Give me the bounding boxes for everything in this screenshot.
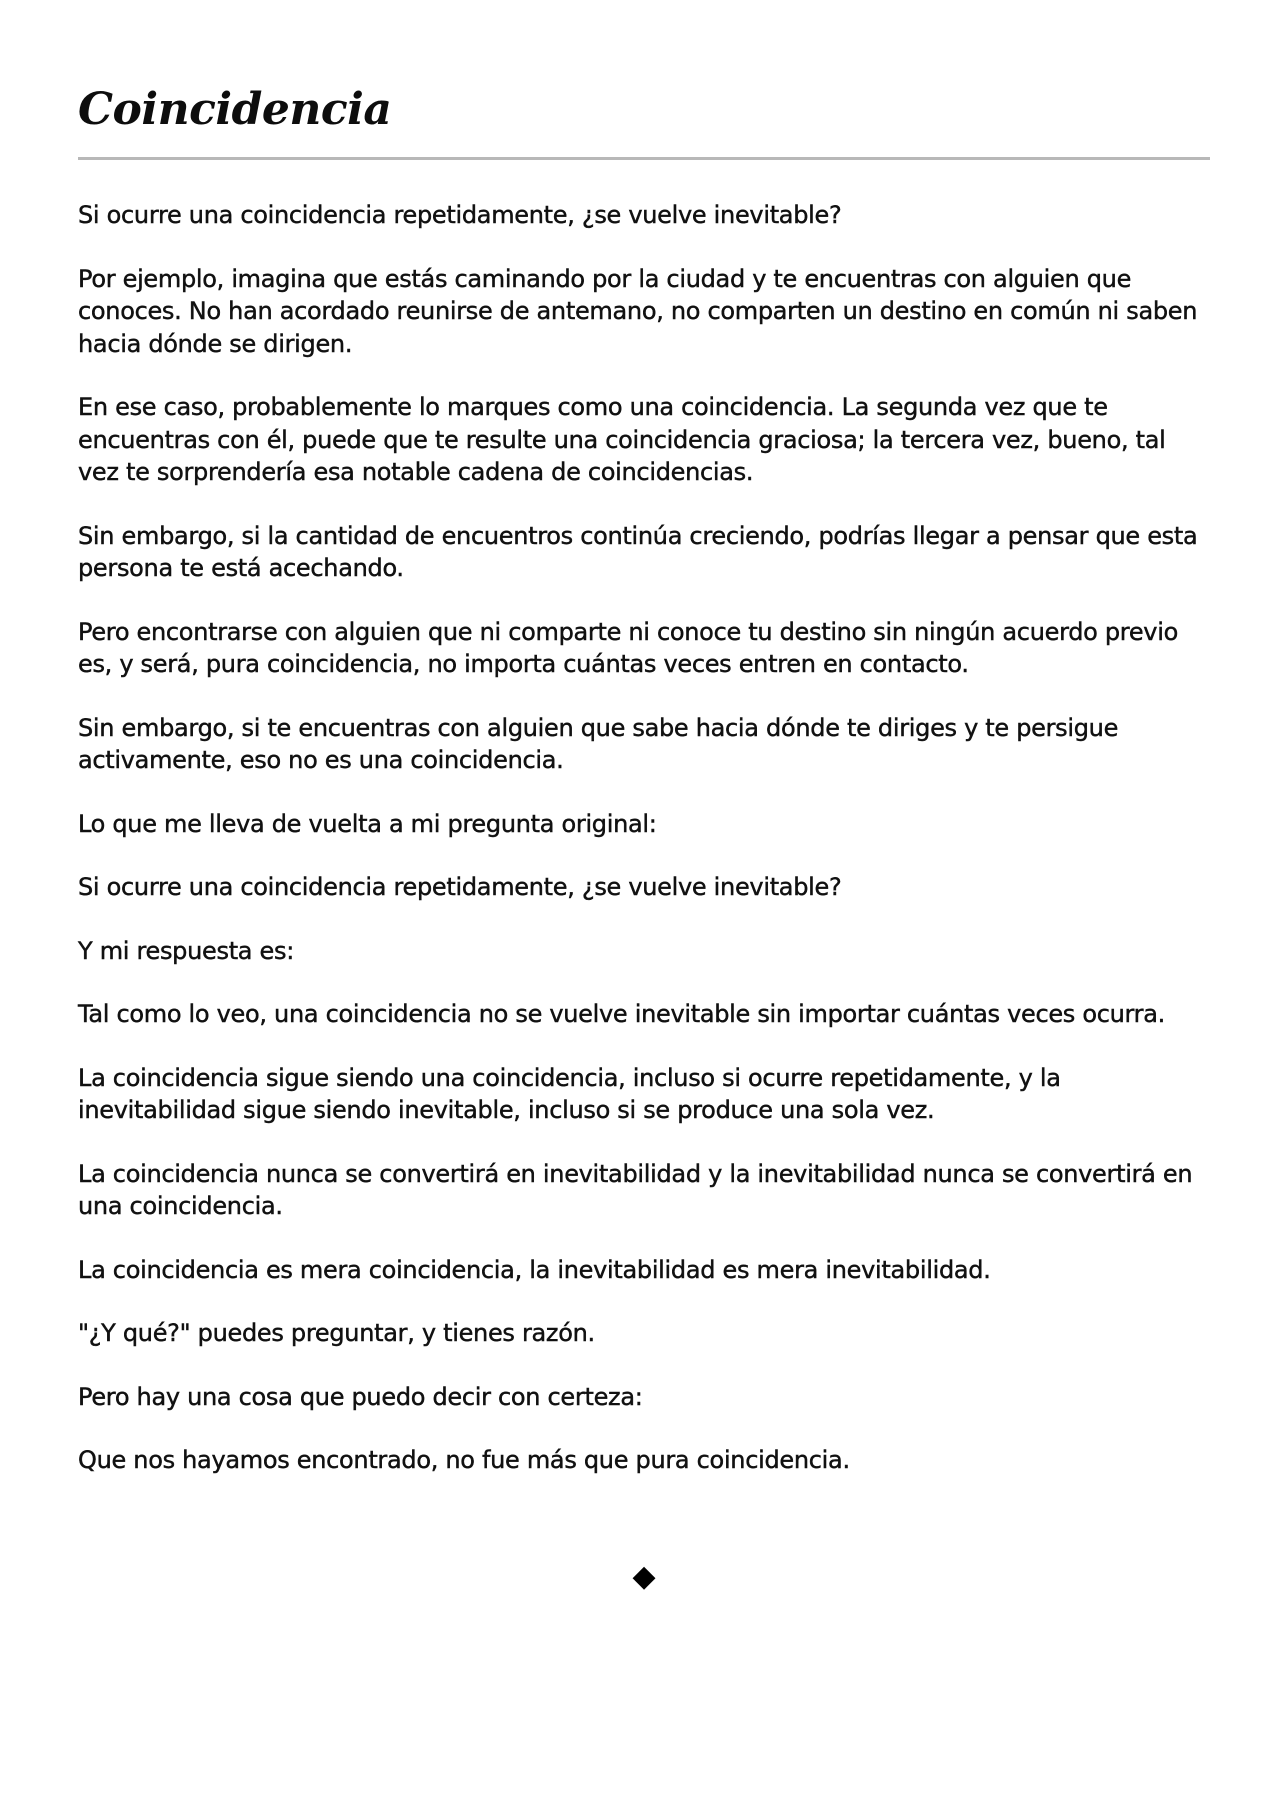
paragraph: Sin embargo, si te encuentras con alguien que sabe hacia dónde te diriges y te persigue activamente, eso no es una coincidencia.	[78, 713, 1119, 774]
paragraph: Sin embargo, si la cantidad de encuentros continúa creciendo, podrías llegar a pensar que esta persona te está acechando.	[78, 521, 1198, 582]
document-body	[78, 199, 1210, 1508]
diamond-separator-icon: ◆	[632, 1559, 656, 1594]
paragraph: Por ejemplo, imagina que estás caminando por la ciudad y te encuentras con alguien que conoces. No han acordado reunirse de antemano, no comparten un destino en común ni saben hacia dónde se dirigen.	[78, 264, 1198, 358]
page-title: Coincidencia	[78, 84, 392, 135]
paragraph: La coincidencia sigue siendo una coincidencia, incluso si ocurre repetidamente, y la inevitabilidad sigue siendo inevitable, incluso si se produce una sola vez.	[78, 1063, 1061, 1124]
paragraph: Lo que me lleva de vuelta a mi pregunta original:	[78, 809, 657, 838]
paragraph: Si ocurre una coincidencia repetidamente, ¿se vuelve inevitable?	[78, 873, 842, 901]
paragraph: Y mi respuesta es:	[78, 936, 294, 965]
paragraph: Pero hay una cosa que puedo decir con certeza:	[78, 1382, 643, 1411]
title-divider	[78, 157, 1210, 160]
paragraph: Pero encontrarse con alguien que ni comparte ni conoce tu destino sin ningún acuerdo previo es, y será, pura coincidencia, no importa cuántas veces entren en contacto.	[78, 617, 1178, 678]
paragraph: Si ocurre una coincidencia repetidamente, ¿se vuelve inevitable?	[78, 201, 842, 229]
paragraph: En ese caso, probablemente lo marques como una coincidencia. La segunda vez que te encuentras con él, puede que te resulte una coincidencia graciosa; la tercera vez, bueno, tal vez te sorprendería esa notable cadena de coincidencias.	[78, 393, 1166, 486]
paragraph: La coincidencia nunca se convertirá en inevitabilidad y la inevitabilidad nunca se convertirá en una coincidencia.	[78, 1159, 1193, 1220]
paragraph: Tal como lo veo, una coincidencia no se vuelve inevitable sin importar cuántas veces ocurra.	[78, 1000, 1165, 1028]
paragraph: Que nos hayamos encontrado, no fue más que pura coincidencia.	[78, 1446, 850, 1474]
paragraph: La coincidencia es mera coincidencia, la inevitabilidad es mera inevitabilidad.	[78, 1255, 991, 1284]
paragraph: "¿Y qué?" puedes preguntar, y tienes razón.	[78, 1319, 595, 1347]
